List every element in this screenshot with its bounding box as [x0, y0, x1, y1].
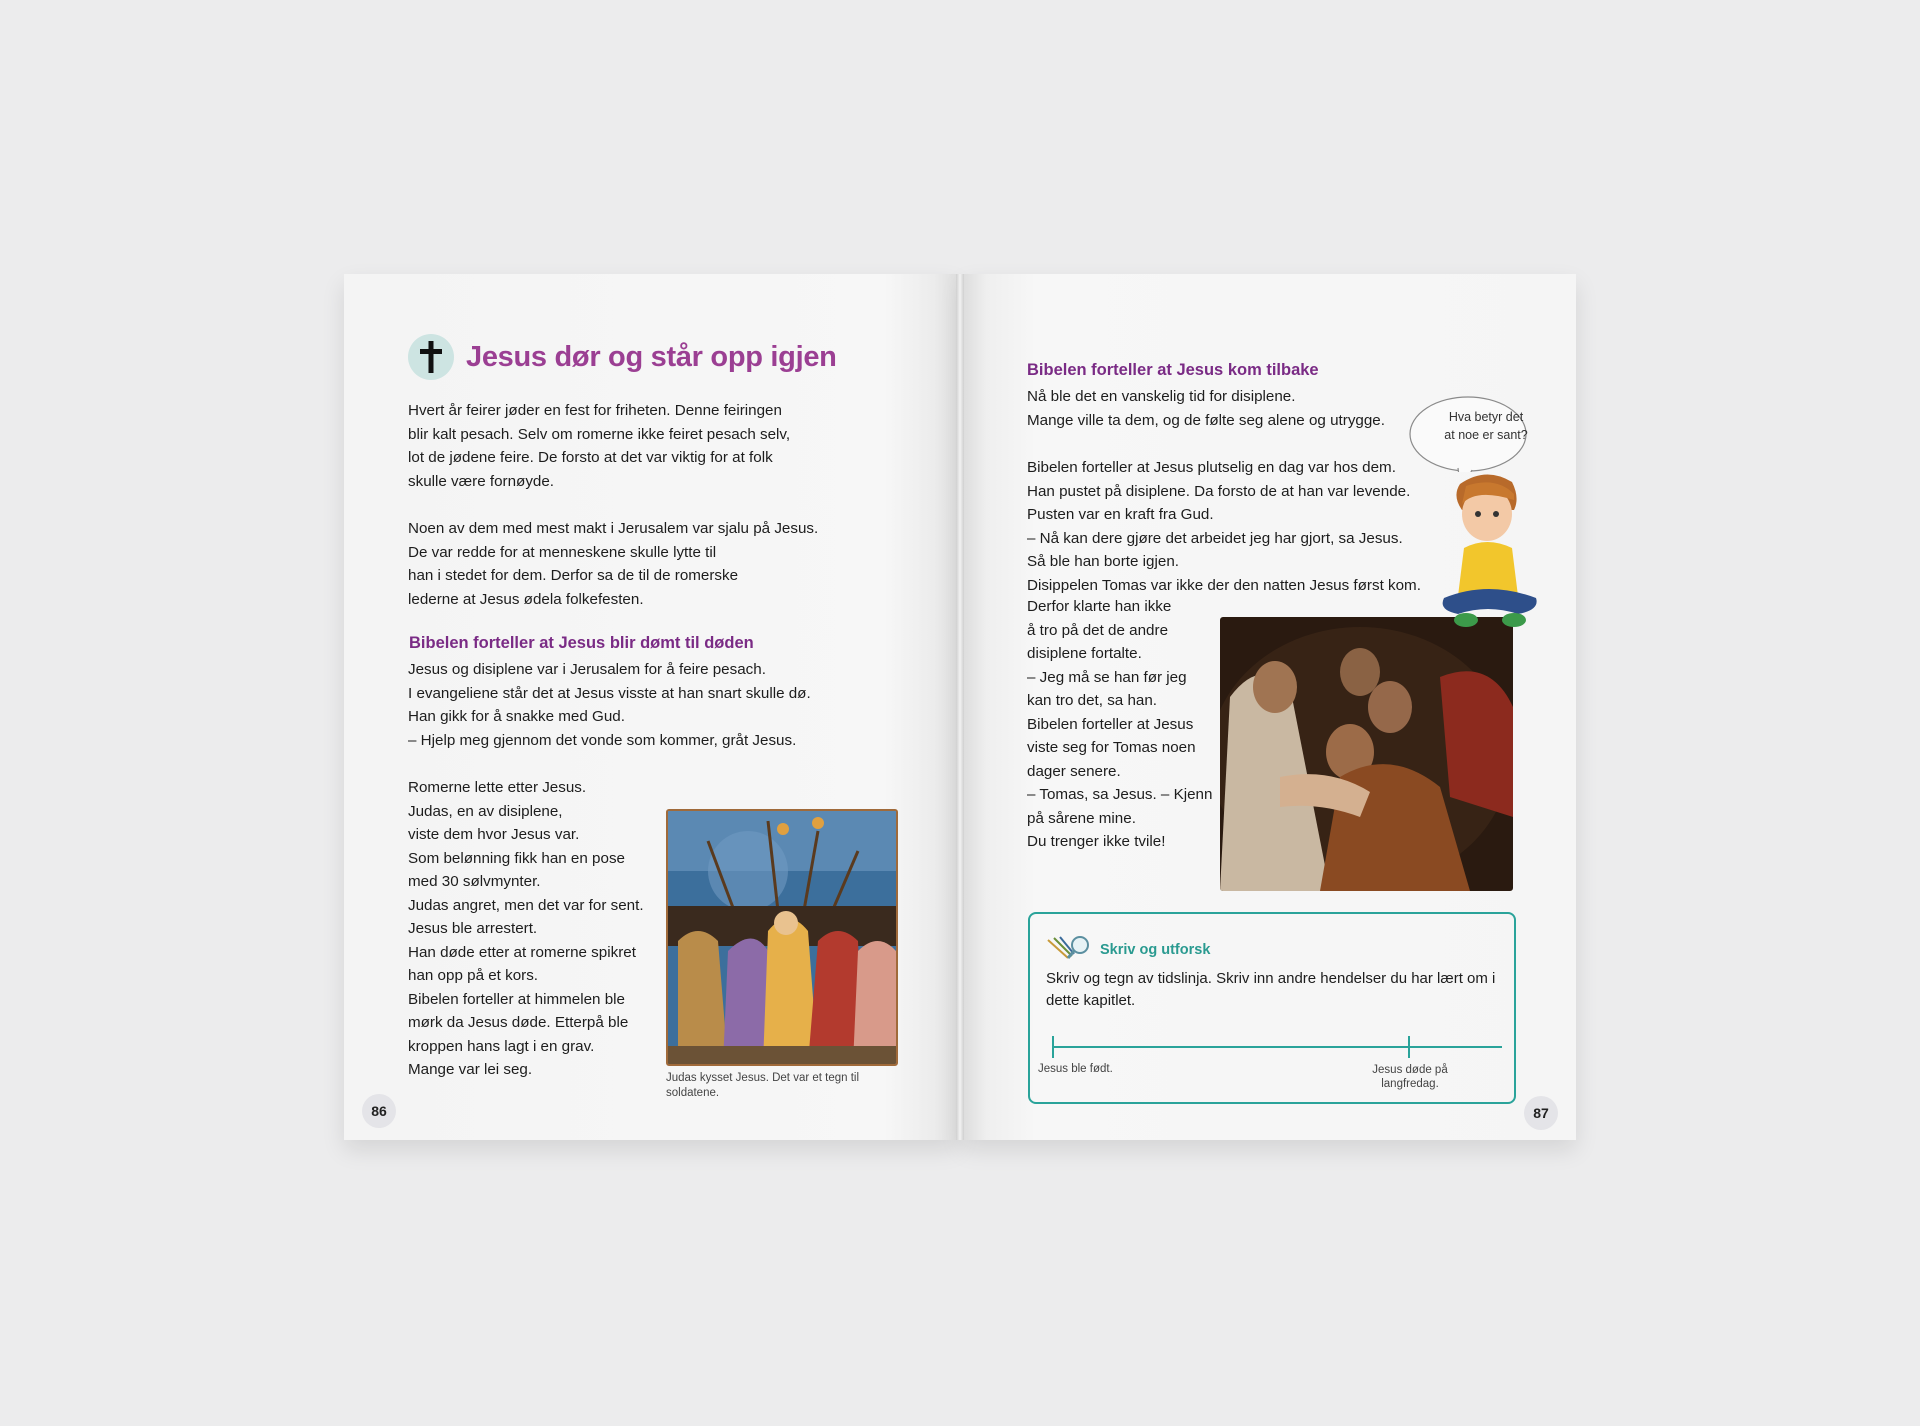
- cross-icon: [408, 334, 454, 380]
- thinking-boy-illustration: [1436, 470, 1544, 632]
- chapter-title-row: [408, 334, 837, 380]
- jealousy-paragraph: Noen av dem med mest makt i Jerusalem var sjalu på Jesus. De var redde for at menneskene skulle lytte til han i stedet for dem. Derfor sa de til de romerske lederne at Jesus ødela folkefesten.: [408, 520, 819, 608]
- page-title: Jesus dør og står opp igjen: [466, 340, 837, 373]
- page-number-right: 87: [1524, 1096, 1558, 1130]
- intro-paragraph: Hvert år feirer jøder en fest for friheten. Denne feiringen blir kalt pesach. Selv om romerne ikke feiret pesach selv, lot de jødene feire. De forsto at det var viktig for at folk skulle være fornøyde.: [408, 402, 791, 490]
- timeline-end-label: Jesus døde på langfredag.: [1372, 1064, 1448, 1090]
- section-heading-return: Bibelen forteller at Jesus kom tilbake: [1027, 361, 1319, 379]
- pesach-paragraph: Jesus og disiplene var i Jerusalem for å feire pesach. I evangeliene står det at Jesus visste at han snart skulle dø. Han gikk for å snakke med Gud. – Hjelp meg gjennom det vonde som kommer, gråt Jesus.: [408, 661, 811, 749]
- timeline: [1048, 1032, 1504, 1062]
- speech-bubble-text: Hva betyr det at noe er sant?: [1444, 410, 1528, 442]
- doubting-thomas-painting: [1220, 617, 1513, 891]
- book-gutter: [956, 274, 964, 1140]
- pencil-magnifier-icon: [1046, 934, 1092, 962]
- task-title: Skriv og utforsk: [1100, 942, 1211, 958]
- painting-caption: Judas kysset Jesus. Det var et tegn til soldatene.: [666, 1072, 860, 1099]
- appearance-paragraph: Bibelen forteller at Jesus plutselig en dag var hos dem. Han pustet på disiplene. Da forsto de at han var levende. Pusten var en kraft fra Gud. – Nå kan dere gjøre det arbeidet jeg har gjort, sa Jesus. Så ble han borte igjen. Disippelen Tomas var ikke der den natten Jesus først kom.: [1027, 459, 1421, 594]
- thomas-paragraph: Derfor klarte han ikke å tro på det de andre disiplene fortalte. – Jeg må se han før jeg kan tro det, sa han. Bibelen forteller at Jesus viste seg for Tomas noen dager senere. – Tomas, sa Jesus. – Kjenn på sårene mine. Du trenger ikke tvile!: [1027, 598, 1213, 850]
- judas-kiss-painting: [666, 809, 898, 1066]
- page-number-left: 86: [362, 1094, 396, 1128]
- section-heading-death: Bibelen forteller at Jesus blir dømt til døden: [409, 634, 754, 652]
- task-instructions: Skriv og tegn av tidslinja. Skriv inn andre hendelser du har lært om i dette kapitlet.: [1046, 970, 1496, 1009]
- hard-times-paragraph: Nå ble det en vanskelig tid for disiplene. Mange ville ta dem, og de følte seg alene og utrygge.: [1027, 388, 1385, 429]
- arrest-paragraph: Romerne lette etter Jesus. Judas, en av disiplene, viste dem hvor Jesus var. Som belønning fikk han en pose med 30 sølvmynter. Judas angret, men det var for sent. Jesus ble arrestert. Han døde etter at romerne spikret han opp på et kors. Bibelen forteller at himmelen ble mørk da Jesus døde. Etterpå ble kroppen hans lagt i en grav. Mange var lei seg.: [408, 779, 644, 1078]
- timeline-start-label: Jesus ble født.: [1038, 1063, 1113, 1075]
